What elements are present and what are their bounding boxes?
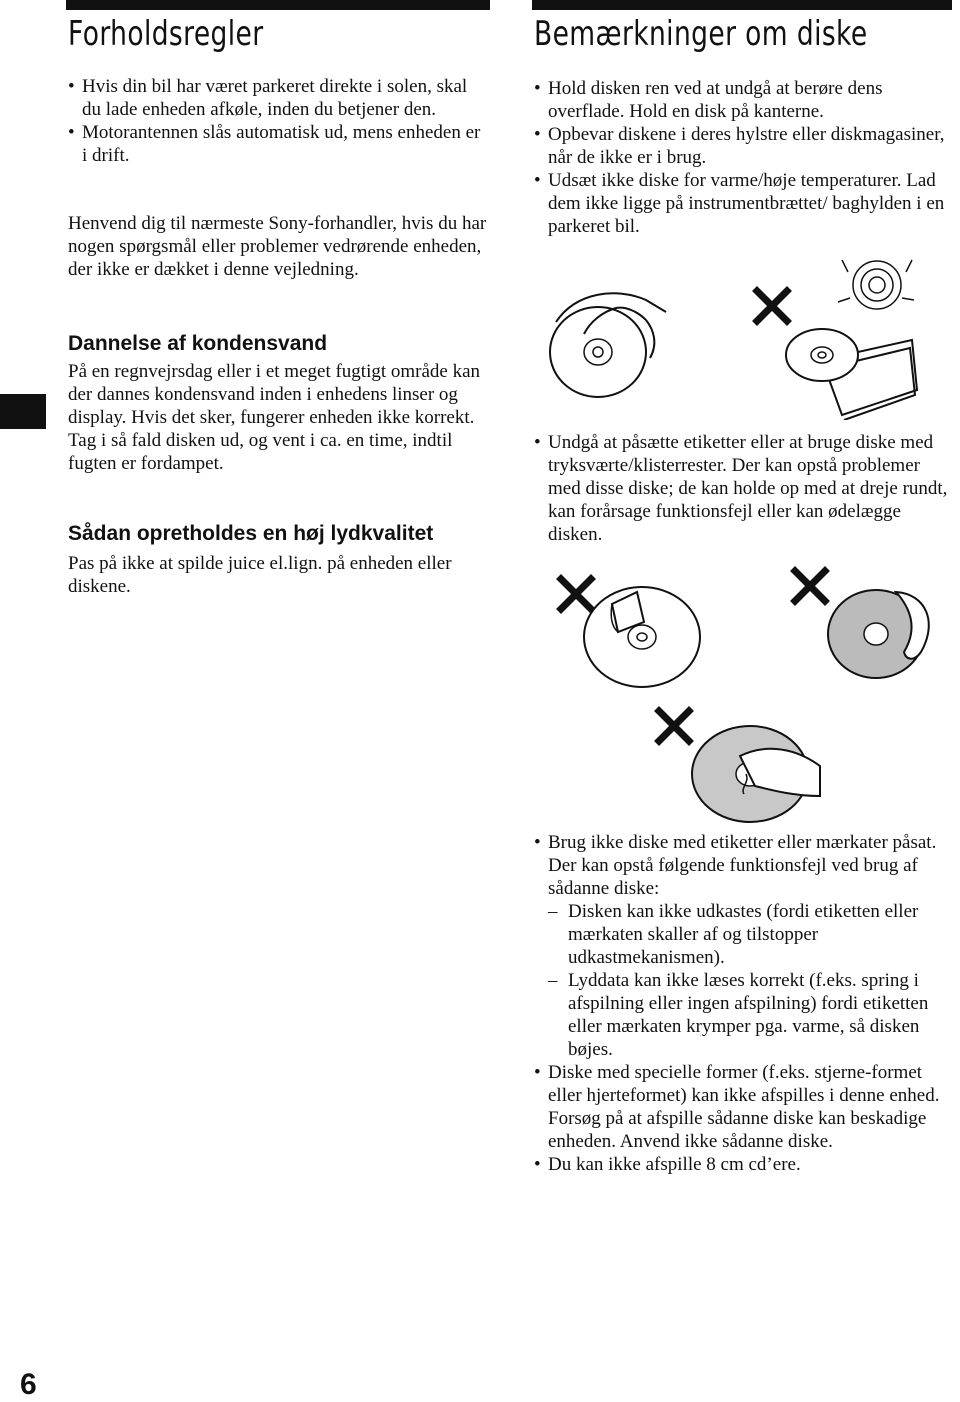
stickers-line1: Brug ikke diske med etiketter eller mærkater påsat. xyxy=(548,832,937,853)
right-bullet-clean: • Hold disken ren ved at undgå at berøre dens overflade. Hold en disk på kanterne. xyxy=(534,77,954,123)
right-bullet-heat: • Udsæt ikke diske for varme/høje temperaturer. Lad dem ikke ligge på instrumentbrættet/ baghylden i en parkeret bil. xyxy=(534,169,954,238)
left-bullet-antenna: • Motorantennen slås automatisk ud, mens enheden er i drift. xyxy=(68,121,488,167)
left-bullet-list xyxy=(68,75,488,167)
right-bullet-list-top xyxy=(534,77,954,238)
section-tab-marker xyxy=(0,394,46,429)
hand-holding-disc-icon xyxy=(546,282,676,402)
sound-quality-heading: Sådan opretholdes en høj lydkvalitet xyxy=(68,522,434,545)
disc-with-label-icon xyxy=(582,582,712,692)
right-bullet-8cm: • Du kan ikke afspille 8 cm cd’ere. xyxy=(534,1153,954,1176)
contact-paragraph: Henvend dig til nærmeste Sony-forhandler, hvis du har nogen spørgsmål eller problemer vedrørende enheden, der ikke er dækket i denne vejledning. xyxy=(68,213,487,280)
disc-with-sticky-residue-icon xyxy=(826,582,946,682)
stickers-dash-audio: – Lyddata kan ikke læses korrekt (f.eks. spring i afspilning eller ingen afspilning) fordi etiketten eller mærkaten krymper pga. varme, så disken bøjes. xyxy=(548,969,954,1061)
prohibited-x-icon xyxy=(790,566,830,606)
left-heading: Forholdsregler xyxy=(68,14,264,54)
left-bullet-sun: • Hvis din bil har været parkeret direkte i solen, skal du lade enheden afkøle, inden du betjener den. xyxy=(68,75,488,121)
condensation-text: På en regnvejrsdag eller i et meget fugtigt område kan der dannes kondensvand inden i enhedens linser og display. Hvis det sker, fungerer enheden ikke korrekt. Tag i så fald disken ud, og vent i ca. en time, indtil fugten er fordampet. xyxy=(68,361,481,474)
condensation-heading: Dannelse af kondensvand xyxy=(68,332,328,355)
right-heading: Bemærkninger om diske xyxy=(534,14,868,54)
right-bullet-stickers xyxy=(534,831,954,1061)
right-bullet-stickers-list xyxy=(534,831,954,1176)
right-bullet-storage: • Opbevar diskene i deres hylstre eller diskmagasiner, når de ikke er i brug. xyxy=(534,123,954,169)
disc-in-heat-icon xyxy=(782,250,922,420)
left-top-rule xyxy=(66,0,490,10)
page-number: 6 xyxy=(20,1368,37,1401)
right-bullet-shapes: • Diske med specielle former (f.eks. stjerne-formet eller hjerteformet) kan ikke afspilles i denne enhed. Forsøg på at afspille sådanne diske kan beskadige enheden. Anvend ikke sådanne diske. xyxy=(534,1061,954,1153)
cleaning-disc-icon xyxy=(680,716,830,826)
right-bullet-labels: • Undgå at påsætte etiketter eller at bruge diske med tryksværte/klisterrester. Der kan opstå problemer med disse diske; de kan holde op med at dreje rundt, kan forårsage funktionsfejl eller kan ødelægge disken. xyxy=(534,431,954,546)
sound-quality-text: Pas på ikke at spilde juice el.lign. på enheden eller diskene. xyxy=(68,553,452,597)
right-top-rule xyxy=(532,0,952,10)
stickers-line2: Der kan opstå følgende funktionsfejl ved brug af sådanne diske: xyxy=(548,855,918,899)
stickers-dash-eject: – Disken kan ikke udkastes (fordi etiketten eller mærkaten skaller af og tilstopper udkastmekanismen). xyxy=(548,900,954,969)
stickers-dash-list xyxy=(548,900,954,1061)
right-bullet-labels-list xyxy=(534,431,954,546)
